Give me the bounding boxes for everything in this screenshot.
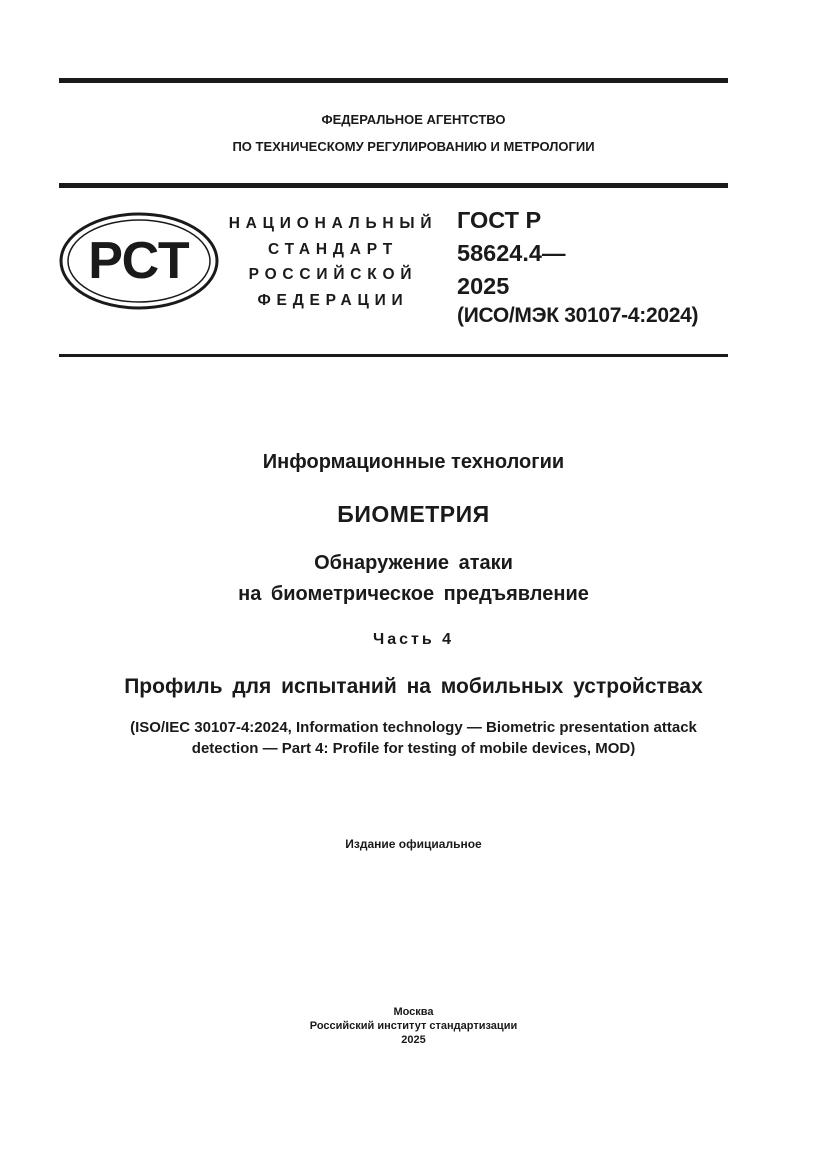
imprint-publisher: Российский институт стандартизации bbox=[309, 1020, 518, 1032]
title-topic-line-1: Обнаружение атаки bbox=[314, 552, 513, 574]
designation-rule bbox=[59, 354, 728, 357]
gost-designation-prefix: ГОСТ Р bbox=[457, 207, 542, 233]
national-standard-line-3: РОССИЙСКОЙ bbox=[248, 266, 418, 283]
gost-designation-year: 2025 bbox=[457, 273, 510, 299]
imprint-city: Москва bbox=[393, 1006, 434, 1018]
title-field: Информационные технологии bbox=[262, 451, 565, 473]
national-standard-line-4: ФЕДЕРАЦИИ bbox=[257, 292, 409, 309]
logo-text: РСТ bbox=[88, 232, 190, 290]
agency-line-2: ПО ТЕХНИЧЕСКОМУ РЕГУЛИРОВАНИЮ И МЕТРОЛОГИИ bbox=[232, 139, 595, 154]
header-rule bbox=[59, 183, 728, 188]
agency-line-1: ФЕДЕРАЛЬНОЕ АГЕНТСТВО bbox=[321, 112, 506, 127]
imprint-year: 2025 bbox=[401, 1034, 426, 1046]
original-title-line-2: detection — Part 4: Profile for testing of mobile devices, MOD) bbox=[191, 740, 636, 757]
rst-certification-mark-icon bbox=[59, 212, 219, 310]
national-standard-line-1: НАЦИОНАЛЬНЫЙ bbox=[228, 215, 438, 232]
title-subject: БИОМЕТРИЯ bbox=[337, 501, 490, 527]
edition-note: Издание официальное bbox=[345, 837, 482, 851]
iso-reference: (ИСО/МЭК 30107-4:2024) bbox=[457, 304, 699, 327]
original-title-line-1: (ISO/IEC 30107-4:2024, Information technology — Biometric presentation attack bbox=[130, 719, 697, 736]
national-standard-line-2: СТАНДАРТ bbox=[268, 241, 398, 258]
part-number: Часть 4 bbox=[372, 631, 455, 648]
part-title: Профиль для испытаний на мобильных устройствах bbox=[124, 675, 703, 698]
top-rule bbox=[59, 78, 728, 83]
title-topic-line-2: на биометрическое предъявление bbox=[238, 583, 589, 605]
gost-designation-number: 58624.4— bbox=[457, 240, 566, 266]
